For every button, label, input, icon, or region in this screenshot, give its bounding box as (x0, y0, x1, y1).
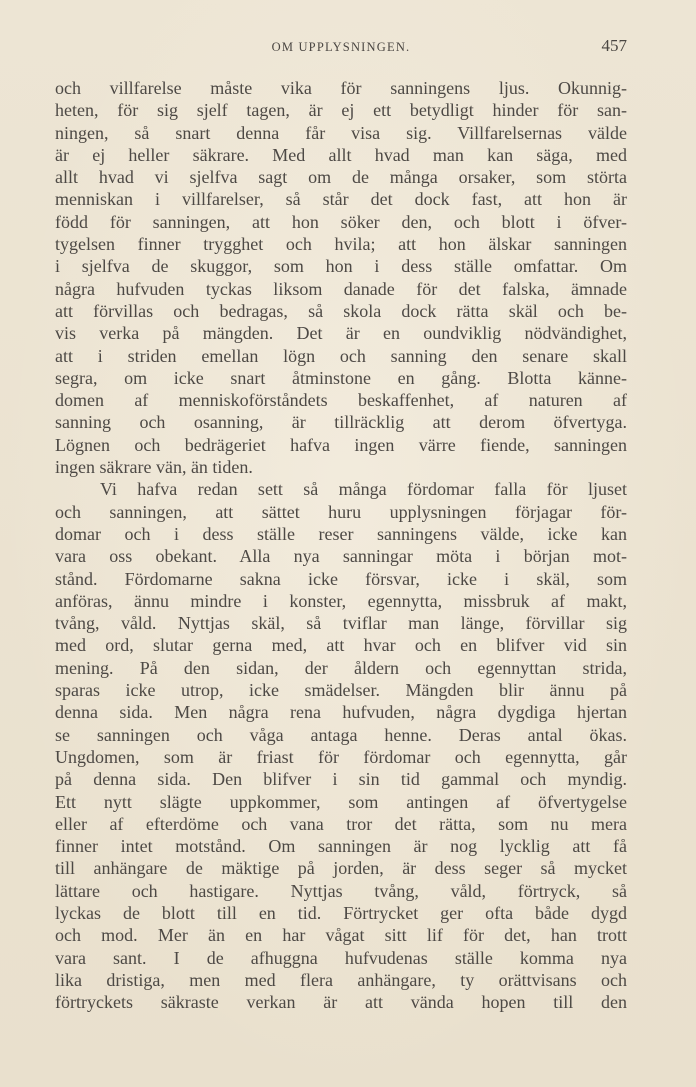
text-line: lättare och hastigare. Nyttjas tvång, våld, förtryck, så (55, 880, 627, 901)
text-line: och villfarelse måste vika för sanningens ljus. Okunnig- (55, 78, 627, 98)
text-line: på denna sida. Den blifver i sin tid gammal och myndig. (55, 769, 627, 790)
text-line: domar och i dess ställe reser sanningens välde, icke kan (55, 523, 627, 544)
text-line: sparas icke utrop, icke smädelser. Mängden blir ännu på (55, 680, 627, 701)
text-line: eller af efterdöme och vana tror det rätta, som nu mera (55, 813, 627, 834)
text-line: vara oss obekant. Alla nya sanningar möta i början mot- (55, 546, 627, 567)
text-line: Ungdomen, som är friast för fördomar och egennytta, går (55, 746, 627, 767)
text-line: till anhängare de mäktige på jorden, är dess seger så mycket (55, 858, 627, 879)
text-line: vara sant. I de afhuggna hufvudenas ställe komma nya (55, 947, 627, 968)
text-line: Vi hafva redan sett så många fördomar falla för ljuset (100, 479, 627, 500)
text-line: är ej heller säkrare. Med allt hvad man kan säga, med (55, 144, 627, 165)
text-line: vis verka på mängden. Det är en oundviklig nödvändighet, (55, 323, 627, 344)
text-line: att förvillas och bedragas, så skola dock rätta skäl och be- (55, 300, 627, 321)
text-line: se sanningen och våga antaga henne. Deras antal ökas. (55, 724, 627, 745)
text-line: heten, för sig sjelf tagen, är ej ett betydligt hinder för san- (55, 100, 627, 121)
text-line: anföras, ännu mindre i konster, egennytta, missbruk af makt, (55, 590, 627, 611)
text-line: född för sanningen, att hon söker den, och blott i öfver- (55, 211, 627, 232)
text-line: sanning och osanning, är tillräcklig att derom öfvertyga. (55, 412, 627, 433)
text-line: ningen, så snart denna får visa sig. Villfarelsernas välde (55, 122, 627, 143)
text-line: Lögnen och bedrägeriet hafva ingen värre fiende, sanningen (55, 434, 627, 455)
text-line: allt hvad vi sjelfva sagt om de många orsaker, som störta (55, 167, 627, 188)
text-line: i sjelfva de skuggor, som hon i dess ställe omfattar. Om (55, 256, 627, 277)
body-text (55, 77, 627, 1013)
text-line: tvång, våld. Nyttjas skäl, så tviflar man länge, förvillar sig (55, 613, 627, 634)
page-header (55, 36, 627, 62)
text-line: menniskan i villfarelser, så står det dock fast, att hon är (55, 189, 627, 210)
text-line: att i striden emellan lögn och sanning den senare skall (55, 345, 627, 366)
text-line: domen af menniskoförståndets beskaffenhet, af naturen af (55, 390, 627, 411)
text-line: tygelsen finner trygghet och hvila; att hon älskar sanningen (55, 234, 627, 255)
text-line: mening. På den sidan, der åldern och egennyttan strida, (55, 657, 627, 678)
text-line: några hufvuden tyckas liksom danade för det falska, ämnade (55, 278, 627, 299)
text-line: lyckas de blott till en tid. Förtrycket ger ofta både dygd (55, 902, 627, 923)
text-line: stånd. Fördomarne sakna icke försvar, icke i skäl, som (55, 568, 627, 589)
text-line: och mod. Mer än en har vågat sitt lif för det, han trott (55, 925, 627, 946)
text-line: lika dristiga, men med flera anhängare, ty orättvisans och (55, 969, 627, 990)
text-line: Ett nytt slägte uppkommer, som antingen af öfvertygelse (55, 791, 627, 812)
text-line: förtryckets säkraste verkan är att vända hopen till den (55, 992, 627, 1013)
text-line: finner intet motstånd. Om sanningen är nog lycklig att få (55, 836, 627, 857)
running-head: OM UPPLYSNINGEN. (271, 40, 411, 54)
text-line: med ord, slutar gerna med, att hvar och en blifver vid sin (55, 635, 627, 656)
text-line: och sanningen, att sättet huru upplysningen förjagar för- (55, 501, 627, 522)
page-number: 457 (601, 36, 627, 55)
text-line: denna sida. Men några rena hufvuden, några dygdiga hjertan (55, 702, 627, 723)
text-line: segra, om icke snart åtminstone en gång. Blotta känne- (55, 367, 627, 388)
text-line: ingen säkrare vän, än tiden. (55, 457, 253, 478)
